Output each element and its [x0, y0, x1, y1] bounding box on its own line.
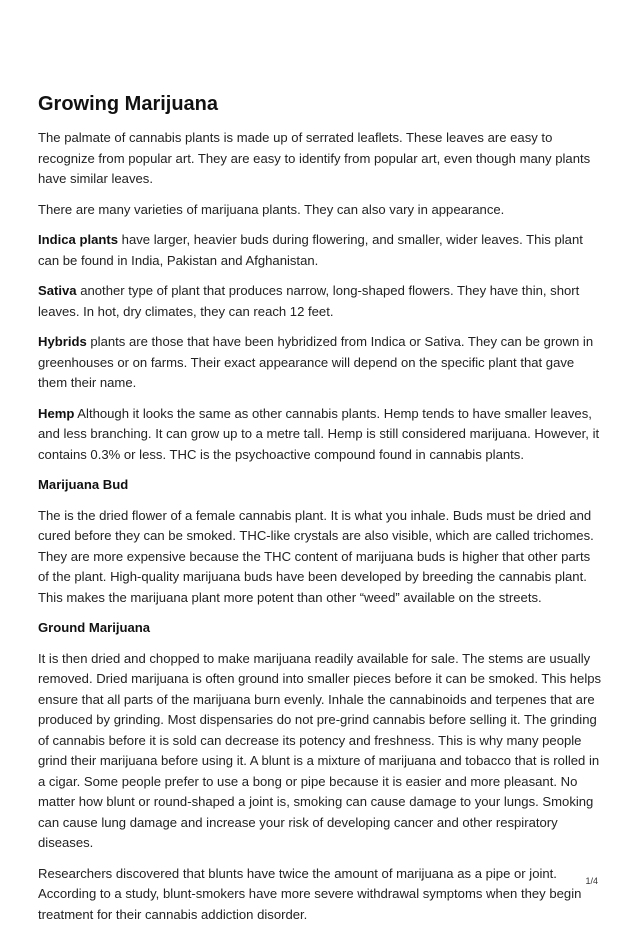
- page-number: 1/4: [585, 876, 598, 886]
- paragraph-intro: The palmate of cannabis plants is made up of serrated leaflets. These leaves are easy to recognize from popular art. They are easy to identify from popular art, even though many plants have similar leaves.: [38, 130, 591, 186]
- hybrids-description: plants are those that have been hybridized from Indica or Sativa. They can be grown in greenhouses or on farms. Their exact appearance will depend on the specific plant that gave them their name.: [38, 334, 594, 390]
- document-page: [38, 92, 604, 935]
- indica-description: have larger, heavier buds during flowering, and smaller, wider leaves. This plant can be found in India, Pakistan and Afghanistan.: [38, 232, 583, 268]
- term-hemp: Hemp: [38, 405, 75, 421]
- paragraph-sativa: [38, 281, 604, 322]
- paragraph-research: Researchers discovered that blunts have twice the amount of marijuana as a pipe or joint. According to a study, blunt-smokers have more severe withdrawal symptoms when they begin treatment for their cannabis addiction disorder.: [38, 865, 582, 922]
- paragraph-hybrids: [38, 332, 604, 394]
- paragraph-hemp: [38, 404, 604, 466]
- paragraph-indica: [38, 230, 604, 271]
- heading-marijuana-bud: Marijuana Bud: [38, 477, 129, 492]
- paragraph-bud: The is the dried flower of a female cannabis plant. It is what you inhale. Buds must be dried and cured before they can be smoked. THC-like crystals are also visible, which are called trichomes. They are more expensive because the THC content of marijuana buds is higher that other parts of the plant. High-quality marijuana buds have been developed by breeding the cannabis plant. This makes the marijuana plant more potent than other “weed” available on the streets.: [38, 507, 594, 605]
- heading-ground-marijuana: Ground Marijuana: [38, 620, 151, 635]
- page-title: Growing Marijuana: [38, 93, 219, 115]
- sativa-description: another type of plant that produces narrow, long-shaped flowers. They have thin, short leaves. In hot, dry climates, they can reach 12 feet.: [38, 283, 580, 319]
- paragraph-varieties: There are many varieties of marijuana plants. They can also vary in appearance.: [38, 201, 505, 217]
- paragraph-ground: It is then dried and chopped to make marijuana readily available for sale. The stems are usually removed. Dried marijuana is often ground into smaller pieces before it can be smoked. This helps ensure that all parts of the marijuana burn evenly. Inhale the cannabinoids and terpenes that are produced by grinding. Most dispensaries do not pre-grind cannabis before selling it. The grinding of cannabis before it is sold can decrease its potency and freshness. This is why many people grind their marijuana before using it. A blunt is a mixture of marijuana and tobacco that is rolled in a cigar. Some people prefer to use a bong or pipe because it is easier and more pleasant. No matter how blunt or round-shaped a joint is, smoking can cause damage to your lungs. Smoking can cause lung damage and increase your risk of developing cancer and other respiratory diseases.: [38, 650, 602, 850]
- term-hybrids: Hybrids: [38, 334, 87, 349]
- term-indica: Indica plants: [38, 232, 119, 247]
- term-sativa: Sativa: [38, 283, 77, 298]
- hemp-description: Although it looks the same as other cannabis plants. Hemp tends to have smaller leaves, and less branching. It can grow up to a metre tall. Hemp is still considered marijuana. However, it contains 0.3% or less. THC is the psychoactive compound found in cannabis plants.: [38, 405, 600, 462]
